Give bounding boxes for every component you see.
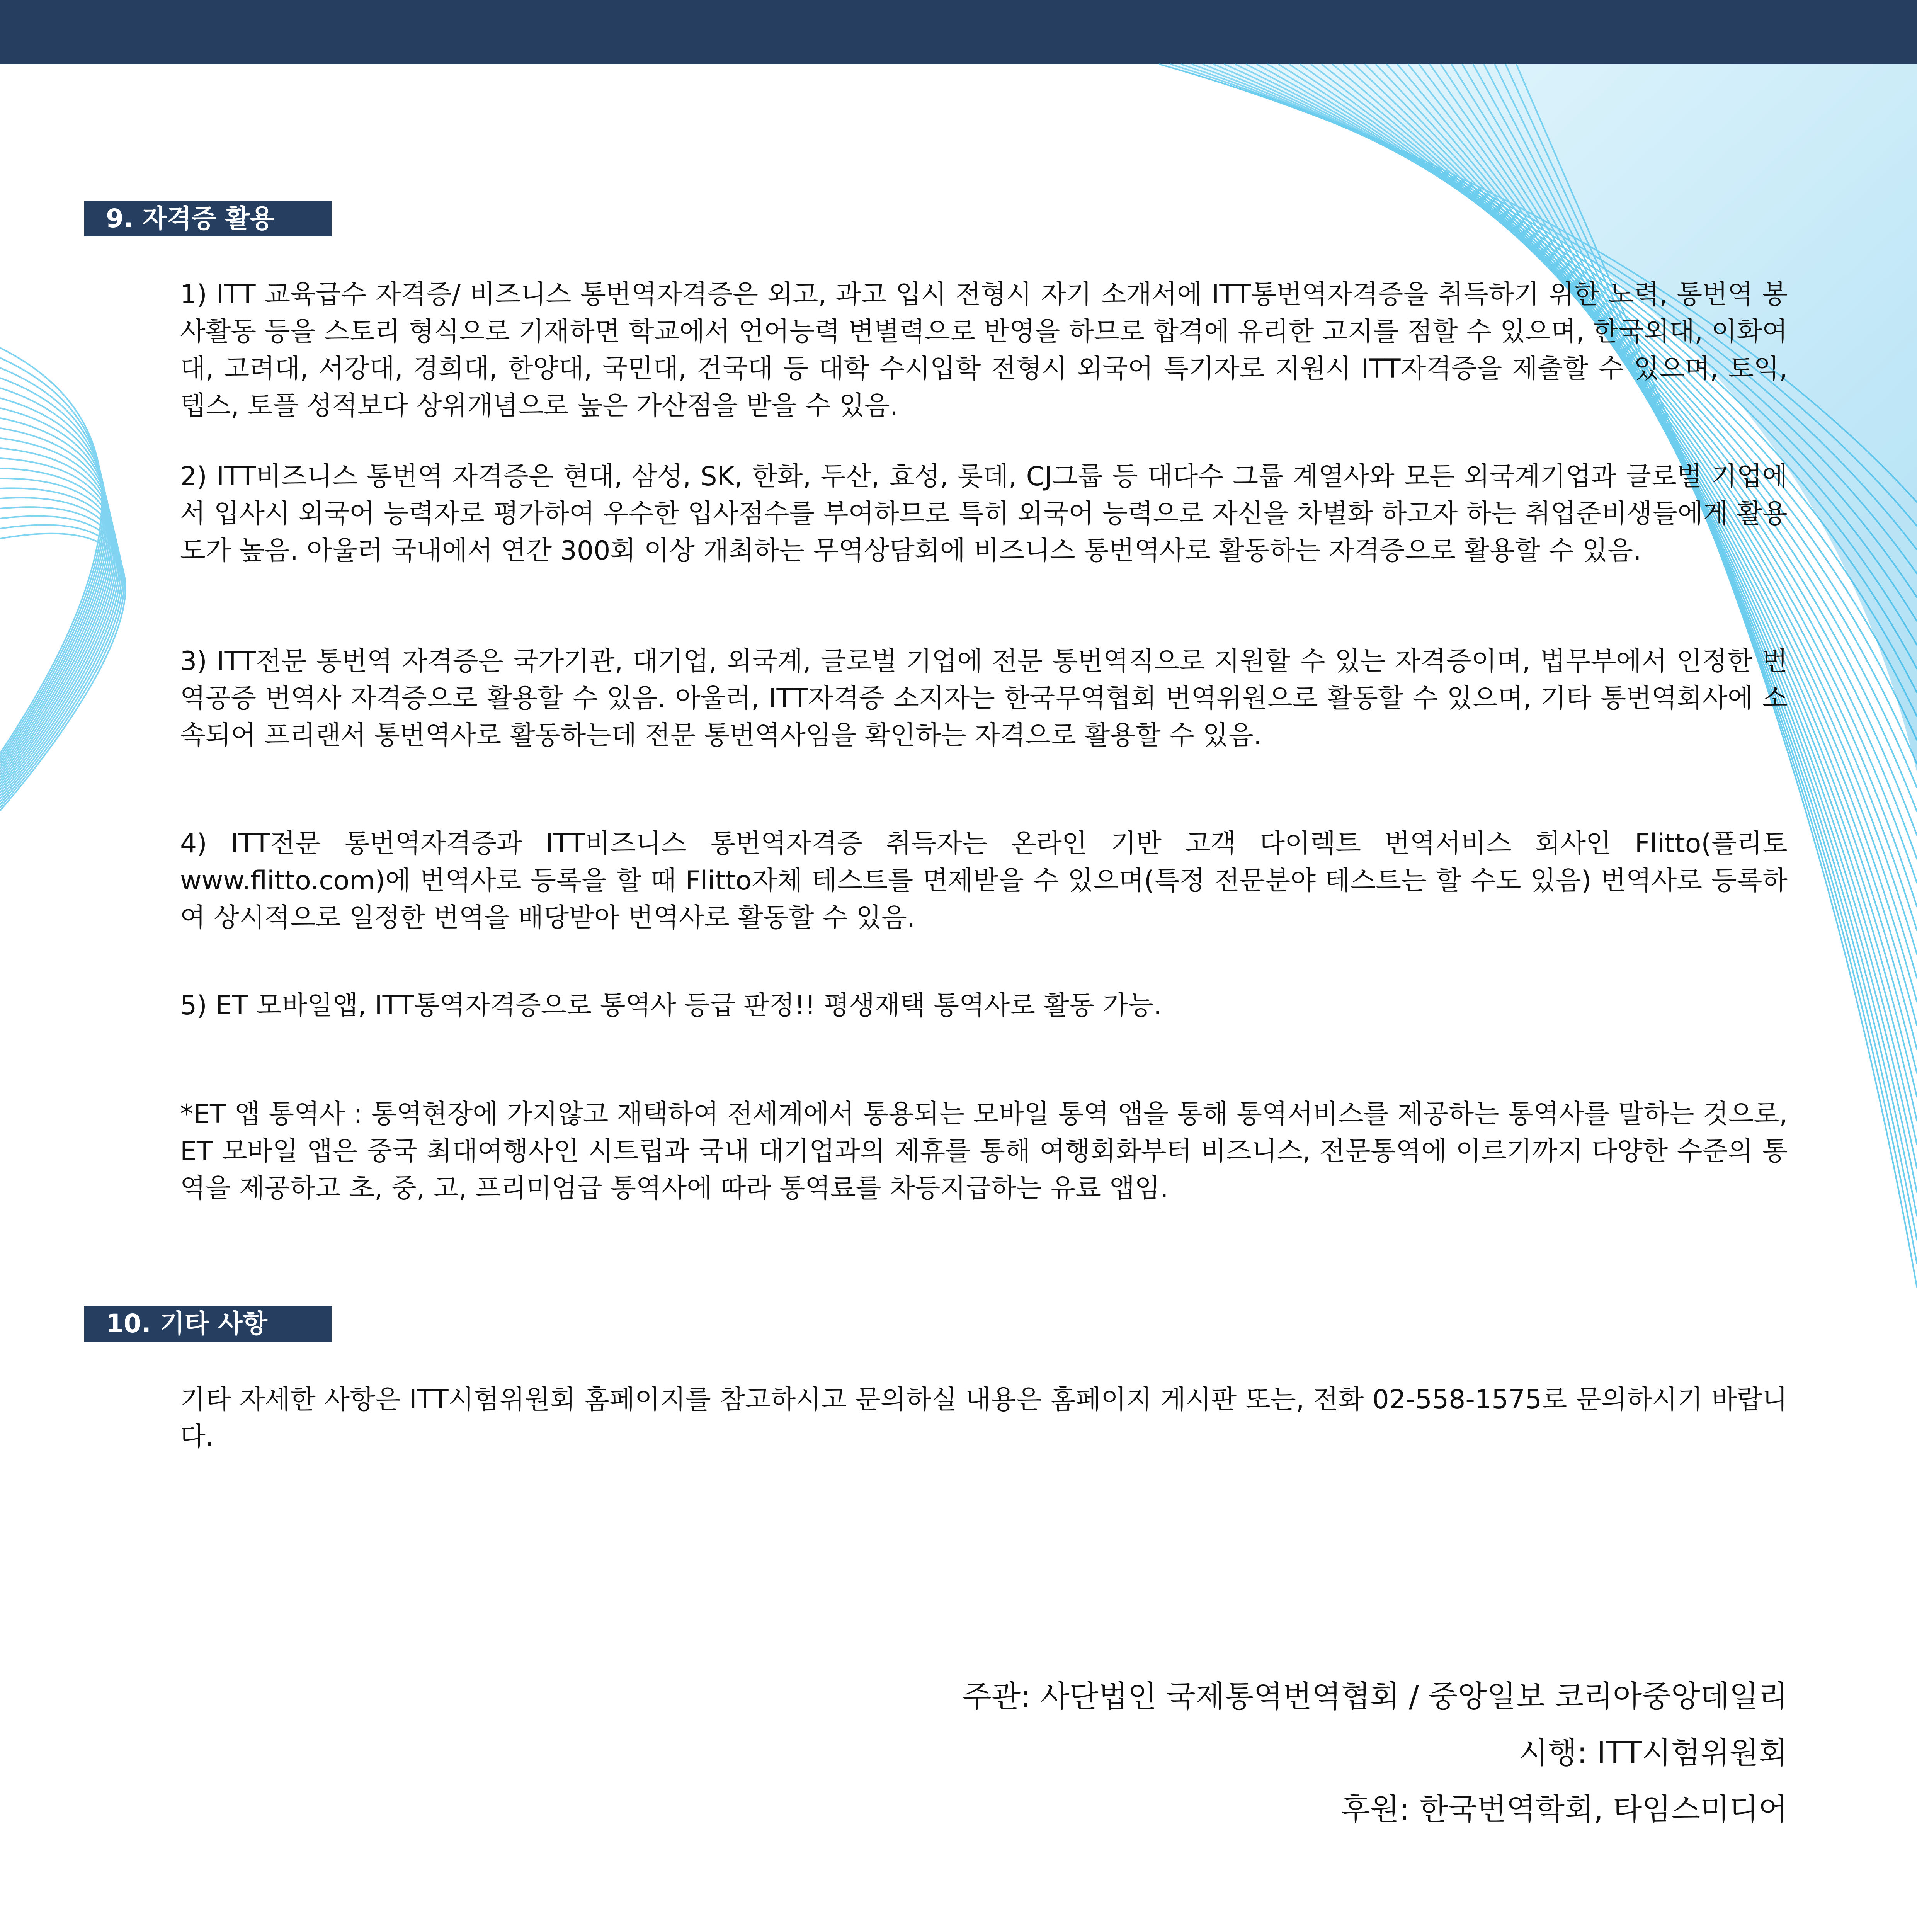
section-9-item-1: 1) ITT 교육급수 자격증/ 비즈니스 통번역자격증은 외고, 과고 입시 전형시 자기 소개서에 ITT통번역자격증을 취득하기 위한 노력, 통번역 봉사활동 등을 스토리 형식으로 기재하면 학교에서 언어능력 변별력으로 반영을 하므로 합격에 유리한 고지를 점할 수 있으며, 한국외대, 이화여대, 고려대, 서강대, 경희대, 한양대, 국민대, 건국대 등 대학 수시입학 전형시 외국어 특기자로 지원시 ITT자격증을 제출할 수 있으며, 토익, 텝스, 토플 성적보다 상위개념으로 높은 가산점을 받을 수 있음.	[180, 279, 1788, 421]
credits-block	[962, 1668, 1788, 1838]
credit-sponsor: 후원: 한국번역학회, 타임스미디어	[1341, 1792, 1788, 1827]
section-9-item-3: 3) ITT전문 통번역 자격증은 국가기관, 대기업, 외국계, 글로벌 기업에 전문 통번역직으로 지원할 수 있는 자격증이며, 법무부에서 인정한 번역공증 번역사 자격증으로 활용할 수 있음. 아울러, ITT자격증 소지자는 한국무역협회 번역위원으로 활동할 수 있으며, 기타 통번역회사에 소속되어 프리랜서 통번역사로 활동하는데 전문 통번역사임을 확인하는 자격으로 활용할 수 있음.	[180, 646, 1788, 751]
credit-organizer: 시행: ITT시험위원회	[1519, 1736, 1788, 1770]
section-9-item-4: 4) ITT전문 통번역자격증과 ITT비즈니스 통번역자격증 취득자는 온라인 기반 고객 다이렉트 번역서비스 회사인 Flitto(플리토 www.flitto.com)에 번역사로 등록을 할 때 Flitto자체 테스트를 면제받을 수 있으며(특정 전문분야 테스트는 할 수도 있음) 번역사로 등록하여 상시적으로 일정한 번역을 배당받아 번역사로 활동할 수 있음.	[180, 828, 1788, 933]
section-10-header: 10. 기타 사항	[84, 1306, 332, 1342]
section-10-body: 기타 자세한 사항은 ITT시험위원회 홈페이지를 참고하시고 문의하실 내용은 홈페이지 게시판 또는, 전화 02-558-1575로 문의하시기 바랍니다.	[180, 1384, 1788, 1452]
section-9-header: 9. 자격증 활용	[84, 201, 332, 236]
section-9-note: *ET 앱 통역사 : 통역현장에 가지않고 재택하여 전세계에서 통용되는 모바일 통역 앱을 통해 통역서비스를 제공하는 통역사를 말하는 것으로, ET 모바일 앱은 중국 최대여행사인 시트립과 국내 대기업과의 제휴를 통해 여행회화부터 비즈니스, 전문통역에 이르기까지 다양한 수준의 통역을 제공하고 초, 중, 고, 프리미엄급 통역사에 따라 통역료를 차등지급하는 유료 앱임.	[180, 1099, 1788, 1204]
section-9-item-2: 2) ITT비즈니스 통번역 자격증은 현대, 삼성, SK, 한화, 두산, 효성, 롯데, CJ그룹 등 대다수 그룹 계열사와 모든 외국계기업과 글로벌 기업에서 입사시 외국어 능력자로 평가하여 우수한 입사점수를 부여하므로 특히 외국어 능력으로 자신을 차별화 하고자 하는 취업준비생들에게 활용도가 높음. 아울러 국내에서 연간 300회 이상 개최하는 무역상담회에 비즈니스 통번역사로 활동하는 자격증으로 활용할 수 있음.	[180, 461, 1788, 566]
credit-host: 주관: 사단법인 국제통역번역협회 / 중앙일보 코리아중앙데일리	[962, 1679, 1788, 1714]
section-9-item-5: 5) ET 모바일앱, ITT통역자격증으로 통역사 등급 판정!! 평생재택 통역사로 활동 가능.	[180, 990, 1162, 1021]
